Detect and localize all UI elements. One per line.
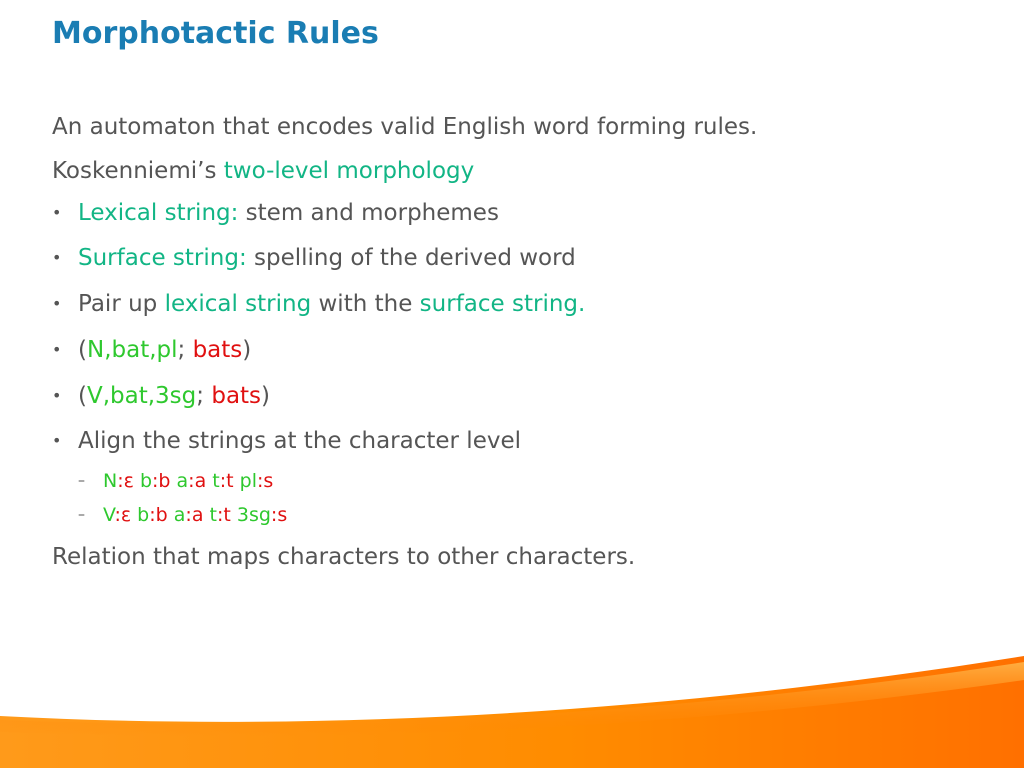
bullet-dot-icon: •	[52, 294, 62, 313]
align-lex-symbol: V	[103, 504, 115, 526]
lexical-string-label: Lexical string:	[78, 200, 239, 226]
align-colon: :	[256, 470, 264, 492]
paren-close: )	[242, 337, 252, 363]
align-surface-symbol: ε	[120, 504, 132, 526]
verb-surface-form: bats	[211, 383, 262, 409]
dash-icon: –	[78, 473, 85, 489]
noun-lexical-form: N,bat,pl	[86, 337, 178, 363]
lexical-string-desc: stem and morphemes	[238, 200, 499, 226]
align-lex-symbol: N	[103, 470, 118, 492]
bullet-dot-icon: •	[52, 386, 62, 405]
align-lex-symbol: pl	[233, 470, 257, 492]
surface-string-label: Surface string:	[78, 245, 247, 271]
slide-title: Morphotactic Rules	[52, 16, 379, 51]
pair-text-a: Pair up	[78, 291, 165, 317]
align-surface-symbol: t	[226, 470, 234, 492]
align-lex-symbol: a	[170, 470, 189, 492]
bullet-dot-icon: •	[52, 431, 62, 450]
align-colon: :	[185, 504, 192, 526]
verb-alignment	[103, 502, 287, 528]
pair-lexical-term: lexical string	[164, 291, 312, 317]
paren-open: (	[78, 383, 87, 409]
align-surface-symbol: a	[194, 470, 207, 492]
noun-surface-form: bats	[192, 337, 243, 363]
two-level-morphology-term: two-level morphology	[223, 158, 475, 184]
paren-close: )	[261, 383, 271, 409]
bullet-dot-icon: •	[52, 340, 62, 359]
koskenniemi-line	[52, 156, 474, 186]
align-surface-symbol: s	[277, 504, 288, 526]
align-colon: :	[114, 504, 121, 526]
bullet-dot-icon: •	[52, 203, 62, 222]
surface-string-desc: spelling of the derived word	[246, 245, 576, 271]
align-lex-symbol: t	[203, 504, 217, 526]
paren-open: (	[78, 337, 87, 363]
align-lex-symbol: a	[167, 504, 186, 526]
orange-swoosh-footer	[0, 640, 1024, 768]
verb-lexical-form: V,bat,3sg	[86, 383, 197, 409]
align-surface-symbol: t	[223, 504, 231, 526]
align-colon: :	[188, 470, 195, 492]
pair-text-c: with the	[311, 291, 420, 317]
separator: ;	[177, 337, 193, 363]
dash-icon: –	[78, 507, 85, 523]
align-surface-symbol: b	[158, 470, 171, 492]
pair-surface-term: surface string.	[419, 291, 586, 317]
noun-alignment	[103, 468, 273, 494]
align-surface-symbol: ε	[123, 470, 134, 492]
koskenniemi-prefix: Koskenniemi’s	[52, 158, 224, 184]
align-text: Align the strings at the character level	[78, 428, 521, 454]
align-surface-symbol: b	[155, 504, 168, 526]
align-surface-symbol: a	[191, 504, 204, 526]
align-colon: :	[216, 504, 224, 526]
align-colon: :	[149, 504, 156, 526]
conclusion-text: Relation that maps characters to other characters.	[52, 544, 636, 570]
align-lex-symbol: b	[133, 470, 153, 492]
bullet-dot-icon: •	[52, 248, 62, 267]
align-lex-symbol: t	[206, 470, 220, 492]
align-surface-symbol: s	[263, 470, 274, 492]
align-lex-symbol: b	[131, 504, 150, 526]
align-colon: :	[219, 470, 227, 492]
align-lex-symbol: 3sg	[230, 504, 271, 526]
align-colon: :	[270, 504, 278, 526]
separator: ;	[196, 383, 212, 409]
align-colon: :	[117, 470, 124, 492]
intro-text: An automaton that encodes valid English word forming rules.	[52, 114, 758, 140]
align-colon: :	[152, 470, 159, 492]
